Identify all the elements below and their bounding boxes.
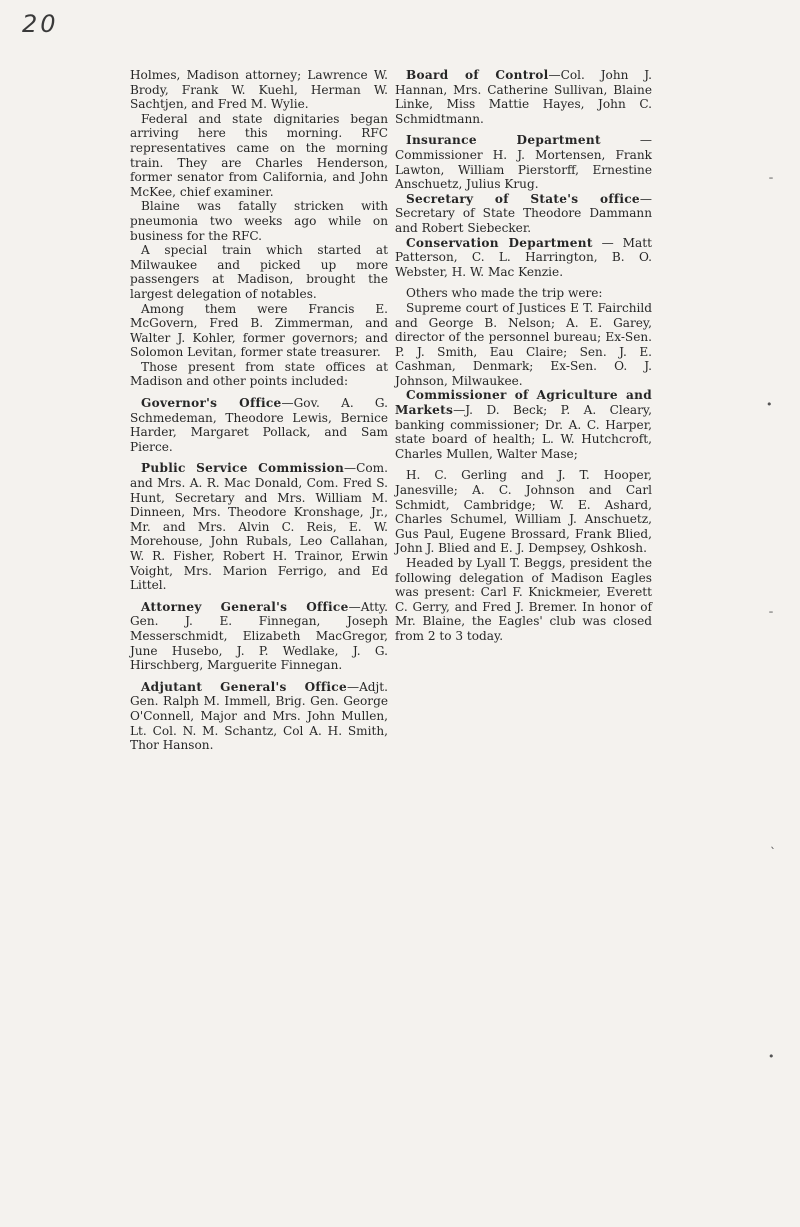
paragraph-gerling: H. C. Gerling and J. T. Hooper, Janesville; A. C. Johnson and Carl Schmidt, Cambridge; W. E. Ashard, Charles Schumel, William J. Anschuetz, Gus Paul, Eugene Brossard, Frank Blied, John J. Blied and E. J. Dempsey, Oshkosh. [395, 468, 652, 556]
section-governors-office [130, 396, 388, 454]
scan-dash-mark: ˉ [768, 610, 774, 624]
section-agriculture [395, 388, 652, 461]
text-public-service-commission: —Com. and Mrs. A. R. Mac Donald, Com. Fred S. Hunt, Secretary and Mrs. William M. Dinneen, Mrs. Theodore Kronshage, Jr., Mr. and Mrs. Alvin C. Reis, E. W. Morehouse, John Rubals, Leo Callahan, W. R. Fisher, Robert H. Trainor, Erwin Voight, Mrs. Marion Ferrigo, and Ed Littel. [130, 461, 388, 593]
paragraph-holmes: Holmes, Madison attorney; Lawrence W. Brody, Frank W. Kuehl, Herman W. Sachtjen, and Fred M. Wylie. [130, 68, 388, 112]
paragraph-special-train: A special train which started at Milwaukee and picked up more passengers at Madison, brought the largest delegation of notables. [130, 243, 388, 301]
heading-insurance: Insurance Department [406, 133, 601, 148]
text-adjutant-general: —Adjt. Gen. Ralph M. Immell, Brig. Gen. George O'Connell, Major and Mrs. John Mullen, Lt. Col. N. M. Schantz, Col A. H. Smith, Thor Hanson. [130, 679, 388, 753]
heading-public-service-commission: Public Service Commission [141, 461, 345, 476]
text-secretary-of-state: —Secretary of State Theodore Dammann and Robert Siebecker. [395, 191, 652, 235]
paragraph-state-offices: Those present from state offices at Madison and other points included: [130, 359, 388, 389]
heading-agriculture: Commissioner of Agriculture and Markets [395, 388, 652, 418]
text-conservation: — Matt Patterson, C. L. Harrington, B. O. Webster, H. W. Mac Kenzie. [395, 235, 652, 279]
section-insurance [395, 133, 652, 191]
right-column [395, 68, 652, 644]
section-board-of-control [395, 68, 652, 126]
scan-dot-mark: • [766, 398, 773, 411]
heading-board-of-control: Board of Control [406, 68, 549, 82]
text-agriculture: —J. D. Beck; P. A. Cleary, banking commissioner; Dr. A. C. Harper, state board of health; L. W. Hutchcroft, Charles Mullen, Walter Mase; [395, 403, 652, 461]
text-governors-office: —Gov. A. G. Schmedeman, Theodore Lewis, Bernice Harder, Margaret Pollack, and Sam Pierce. [130, 396, 388, 454]
section-conservation [395, 236, 652, 280]
heading-secretary-of-state: Secretary of State's office [406, 191, 640, 206]
paragraph-others: Others who made the trip were: [406, 286, 603, 301]
text-insurance: — Commissioner H. J. Mortensen, Frank Lawton, William Pierstorff, Ernestine Anschuetz, Julius Krug. [395, 133, 652, 192]
paragraph-blaine: Blaine was fatally stricken with pneumonia two weeks ago while on business for the RFC. [130, 199, 388, 243]
paragraph-dignitaries: Federal and state dignitaries began arriving here this morning. RFC representatives came on the morning train. They are Charles Henderson, former senator from California, and John McKee, chief examiner. [130, 111, 388, 199]
paragraph-among-them: Among them were Francis E. McGovern, Fred B. Zimmerman, and Walter J. Kohler, former governors; and Solomon Levitan, former state treasurer. [130, 301, 388, 360]
heading-adjutant-general: Adjutant General's Office [141, 679, 347, 694]
section-attorney-general [130, 600, 388, 673]
heading-attorney-general: Attorney General's Office [141, 599, 349, 614]
left-column [130, 68, 388, 753]
page-number: 20 [22, 10, 59, 38]
paragraph-eagles: Headed by Lyall T. Beggs, president the following delegation of Madison Eagles was present: Carl F. Knickmeier, Everett C. Gerry, and Fred J. Bremer. In honor of Mr. Blaine, the Eagles' club was closed from 2 to 3 today. [395, 556, 652, 643]
scan-tick-mark: ˎ [770, 835, 776, 849]
text-board-of-control: —Col. John J. Hannan, Mrs. Catherine Sullivan, Blaine Linke, Miss Mattie Hayes, John C. Schmidtmann. [395, 68, 652, 126]
paragraph-supreme-court: Supreme court of Justices E T. Fairchild and George B. Nelson; A. E. Garey, director of the personnel bureau; Ex-Sen. P. J. Smith, Eau Claire; Sen. J. E. Cashman, Denmark; Ex-Sen. O. J. Johnson, Milwaukee. [395, 300, 652, 388]
section-secretary-of-state [395, 192, 652, 236]
scan-speck-mark: ˉ [768, 176, 774, 190]
text-attorney-general: —Atty. Gen. J. E. Finnegan, Joseph Messerschmidt, Elizabeth MacGregor, June Husebo, J. P. Wedlake, J. G. Hirschberg, Marguerite Finnegan. [130, 599, 388, 673]
section-public-service-commission [130, 461, 388, 592]
heading-governors-office: Governor's Office [141, 396, 282, 411]
heading-conservation: Conservation Department [406, 235, 593, 250]
section-adjutant-general [130, 680, 388, 753]
scan-dot-mark-bottom: • [768, 1050, 775, 1063]
